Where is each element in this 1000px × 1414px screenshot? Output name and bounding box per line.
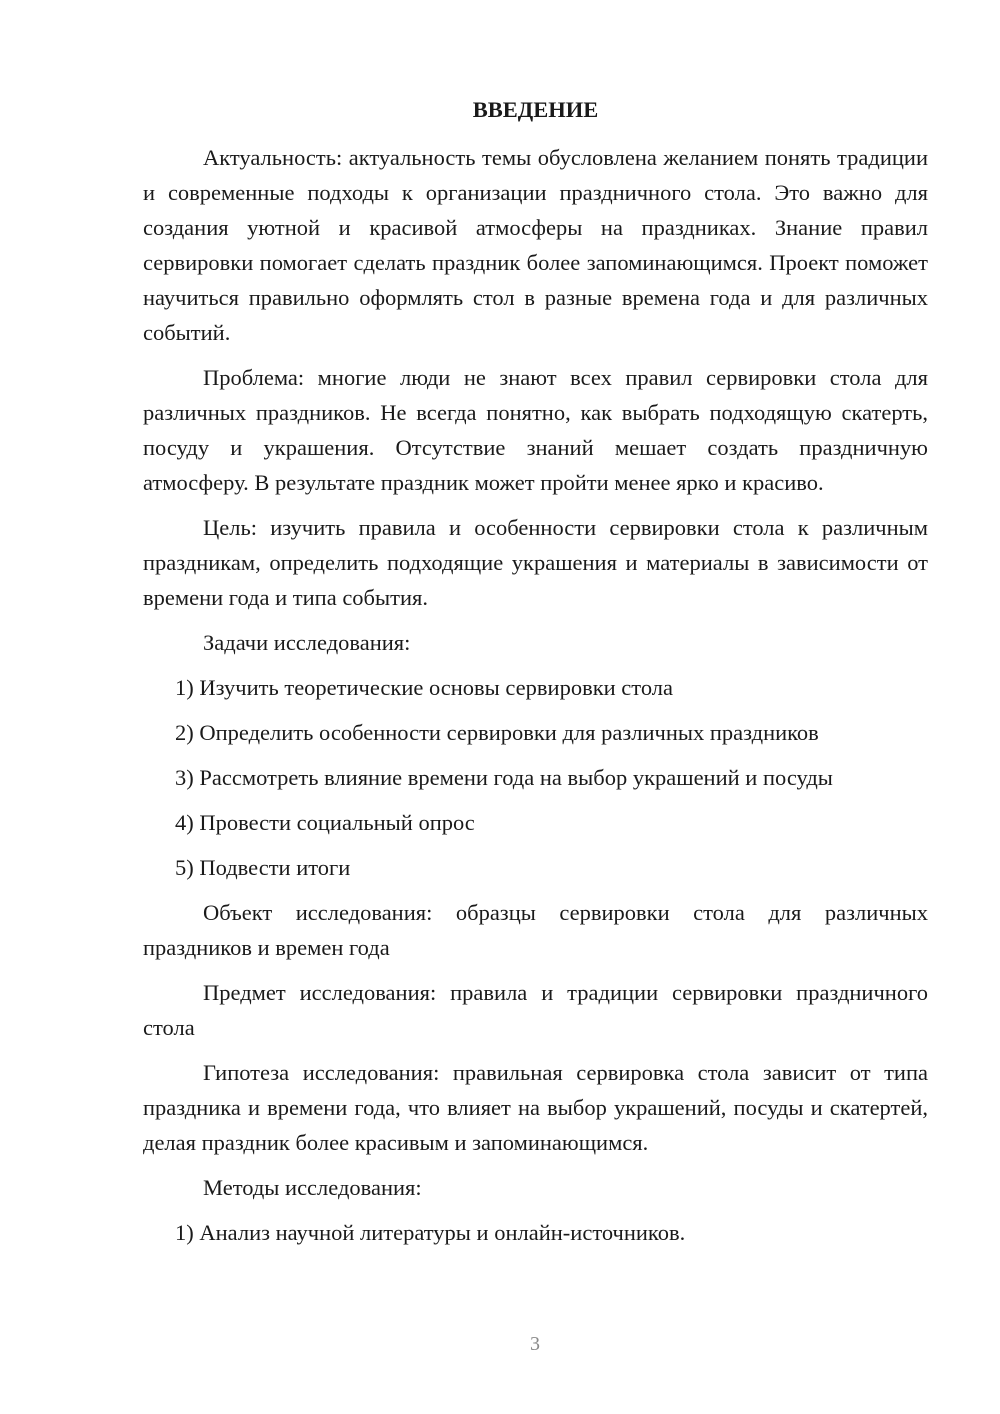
tasks-list [143, 670, 928, 885]
list-item: 3) Рассмотреть влияние времени года на выбор украшений и посуды [175, 765, 833, 790]
goal-paragraph: Цель: изучить правила и особенности сервировки стола к различным праздникам, определить подходящие украшения и материалы в зависимости от времени года и типа события. [143, 515, 928, 610]
methods-list [143, 1215, 928, 1250]
section-heading: ВВЕДЕНИЕ [472, 97, 599, 122]
document-page [143, 92, 928, 1260]
tasks-label: Задачи исследования: [203, 630, 411, 655]
hypothesis-paragraph: Гипотеза исследования: правильная сервировка стола зависит от типа праздника и времени года, что влияет на выбор украшений, посуды и скатертей, делая праздник более красивым и запоминающимся. [143, 1060, 928, 1155]
object-paragraph: Объект исследования: образцы сервировки стола для различных праздников и времен года [143, 900, 928, 960]
list-item: 1) Анализ научной литературы и онлайн-источников. [175, 1220, 686, 1245]
problem-paragraph: Проблема: многие люди не знают всех правил сервировки стола для различных праздников. Не всегда понятно, как выбрать подходящую скатерть, посуду и украшения. Отсутствие знаний мешает создать праздничную атмосферу. В результате праздник может пройти менее ярко и красиво. [143, 365, 928, 495]
methods-label: Методы исследования: [203, 1175, 422, 1200]
list-item: 4) Провести социальный опрос [175, 810, 475, 835]
subject-paragraph: Предмет исследования: правила и традиции сервировки праздничного стола [143, 980, 928, 1040]
list-item: 2) Определить особенности сервировки для различных праздников [175, 720, 819, 745]
list-item: 5) Подвести итоги [175, 855, 351, 880]
list-item: 1) Изучить теоретические основы сервировки стола [175, 675, 673, 700]
relevance-paragraph: Актуальность: актуальность темы обусловлена желанием понять традиции и современные подходы к организации праздничного стола. Это важно для создания уютной и красивой атмосферы на праздниках. Знание правил сервировки помогает сделать праздник более запоминающимся. Проект поможет научиться правильно оформлять стол в разные времена года и для различных событий. [143, 145, 928, 345]
page-number: 3 [530, 1333, 540, 1355]
